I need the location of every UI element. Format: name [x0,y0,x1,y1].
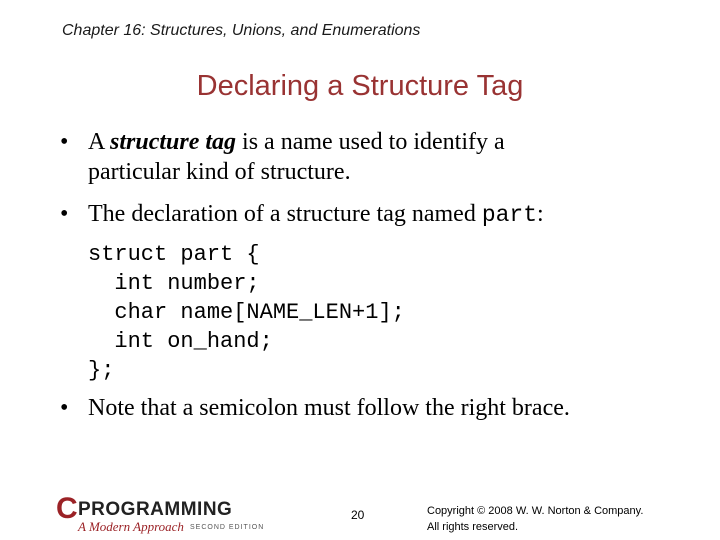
copyright-line: All rights reserved. [427,521,519,533]
bullet-text: is a name used to identify a [236,129,505,155]
bullet-text: A [88,129,111,155]
bullet-line [88,199,544,230]
bullet-line-1 [88,127,505,157]
copyright-line: Copyright © 2008 W. W. Norton & Company. [427,505,644,517]
inline-code: part [481,202,538,228]
logo-edition: SECOND EDITION [190,524,265,531]
book-logo [56,494,271,540]
bullet-marker: • [60,201,69,227]
bullet-text: : [537,201,544,227]
copyright-notice [427,503,643,535]
logo-c-letter: C [56,492,78,525]
logo-subtitle: A Modern Approach [78,519,184,534]
slide-title: Declaring a Structure Tag [196,70,524,102]
emphasized-term: structure tag [110,129,237,155]
bullet-text: The declaration of a structure tag named [88,201,482,227]
logo-wordmark: PROGRAMMING [78,499,233,520]
bullet-text: Note that a semicolon must follow the right brace. [88,395,570,421]
bullet-line-2: particular kind of structure. [88,159,351,185]
bullet-marker: • [60,129,69,155]
chapter-header: Chapter 16: Structures, Unions, and Enumerations [62,22,421,39]
code-block: struct part { int number; char name[NAME_LEN+1]; int on_hand; }; [88,242,405,383]
page-number: 20 [351,508,365,522]
bullet-marker: • [60,395,69,421]
